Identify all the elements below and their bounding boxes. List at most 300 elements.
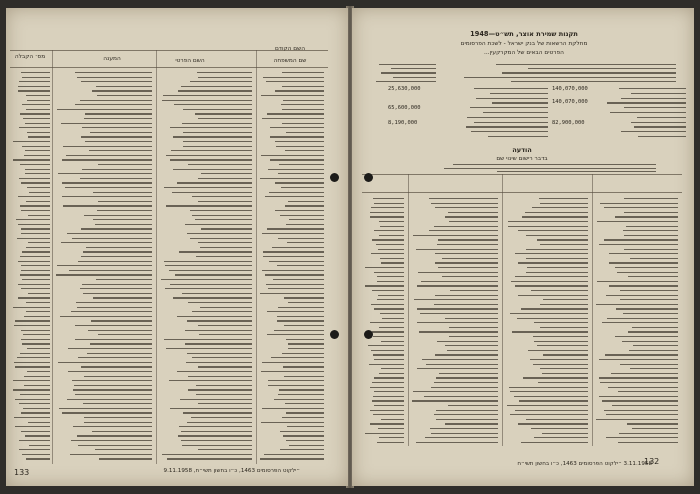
print-line [85,141,152,142]
print-line [391,68,436,69]
print-line [23,118,50,119]
print-line [442,276,498,277]
print-line [192,196,252,197]
print-line [57,265,152,266]
print-line [95,449,152,450]
print-line [13,380,50,381]
print-line [627,423,678,424]
print-line [188,164,252,165]
print-line [172,192,252,193]
print-line [434,226,498,227]
print-line [599,244,678,245]
print-line [379,235,404,236]
print-line [63,205,152,206]
print-line [80,288,152,289]
print-line [518,230,588,231]
print-line [84,118,152,119]
print-line [199,334,252,335]
print-line [372,290,404,291]
print-line [380,313,404,314]
print-line [182,123,252,124]
print-line [374,405,404,406]
print-line [78,357,152,358]
print-line [198,178,252,179]
print-line [181,440,252,441]
print-line [170,284,252,285]
print-line [198,242,252,243]
print-line [435,354,498,355]
print-line [190,238,252,239]
print-line [13,159,50,160]
print-line [196,394,252,395]
print-line [374,377,404,378]
print-line [173,297,252,298]
print-line [425,437,498,438]
print-line [166,205,252,206]
print-line [21,330,50,331]
print-line [196,256,252,257]
print-line [196,385,252,386]
print-line [612,405,678,406]
print-line [621,131,686,132]
print-line [368,345,404,346]
print-line [615,267,678,268]
print-line [609,253,678,254]
print-line [173,169,252,170]
print-line [632,428,678,429]
print-line [534,341,588,342]
right-page-number: 132 [644,457,660,466]
print-line [198,118,252,119]
print-line [434,382,498,383]
print-line [436,377,498,378]
print-line [260,178,324,179]
print-line [370,212,404,213]
print-line [63,146,152,147]
print-line [379,437,404,438]
print-line [599,359,678,360]
print-line [422,359,498,360]
print-line [167,458,252,459]
print-line [181,431,252,432]
print-line [28,293,50,294]
print-line [374,391,404,392]
print-line [370,322,404,323]
print-line [371,207,404,208]
print-line [24,385,50,386]
print-line [511,281,588,282]
print-line [608,387,678,388]
print-line [282,123,324,124]
print-line [264,454,324,455]
print-line [378,295,404,296]
print-line [435,207,498,208]
print-line [27,100,50,101]
print-line [623,230,678,231]
print-line [198,201,252,202]
print-line [508,221,588,222]
print-line [448,405,498,406]
print-line [278,173,324,174]
print-line [525,212,588,213]
print-line [417,285,498,286]
print-line [532,207,588,208]
print-line [263,251,324,252]
print-line [93,192,152,193]
print-line [77,307,152,308]
print-line [177,371,252,372]
print-line [437,341,498,342]
print-line [90,132,152,133]
print-line [73,389,152,390]
print-line [624,107,686,108]
print-line [68,371,152,372]
print-line [98,164,152,165]
print-line [543,354,588,355]
print-line [453,164,656,165]
print-line [281,104,324,105]
print-line [376,244,404,245]
print-line [164,339,252,340]
print-line [539,198,588,199]
print-line [623,313,678,314]
print-line [380,226,404,227]
print-line [602,400,678,401]
print-line [173,136,252,137]
print-line [187,353,252,354]
print-line [84,417,152,418]
print-line [371,253,404,254]
print-line [269,192,324,193]
print-line [26,201,50,202]
print-line [162,454,252,455]
print-line [633,345,678,346]
print-line [15,366,50,367]
print-line [260,293,324,294]
left-header-address: המענה [103,56,121,62]
print-line [187,422,252,423]
print-line [286,224,324,225]
print-line [83,403,152,404]
print-line [439,373,498,374]
print-line [286,440,324,441]
print-line [98,201,152,202]
print-line [412,400,498,401]
print-line [450,290,498,291]
print-line [448,212,498,213]
print-line [15,320,50,321]
print-line [261,422,324,423]
print-line [27,132,50,133]
print-line [201,173,252,174]
print-line [279,389,324,390]
print-line [28,215,50,216]
print-line [606,437,678,438]
print-line [57,109,152,110]
print-line [434,304,498,305]
print-line [267,334,324,335]
print-line [84,376,152,377]
print-line [97,210,152,211]
print-line [534,437,588,438]
print-line [169,380,252,381]
print-line [413,235,498,236]
right-amount-5: 8,190,000 [388,120,418,126]
print-line [16,219,50,220]
print-line [365,267,404,268]
print-line [278,238,324,239]
print-line [288,348,324,349]
print-line [21,228,50,229]
print-line [192,215,252,216]
print-line [372,331,404,332]
print-line [78,261,152,262]
print-line [597,221,678,222]
print-line [507,405,588,406]
print-line [381,341,404,342]
print-line [619,433,678,434]
print-line [85,113,152,114]
print-line [20,394,50,395]
punch-hole [364,173,373,182]
print-line [420,313,498,314]
print-line [92,431,152,432]
print-line [379,64,436,65]
print-line [282,72,324,73]
print-line [19,403,50,404]
print-line [14,362,50,363]
print-line [18,86,50,87]
print-line [22,104,50,105]
print-line [381,419,404,420]
print-line [531,290,588,291]
print-line [262,362,324,363]
print-line [369,364,404,365]
print-line [631,122,686,123]
print-line [179,426,252,427]
print-line [81,366,152,367]
print-line [370,410,404,411]
print-line [183,141,252,142]
print-line [18,261,50,262]
print-line [474,122,548,123]
print-line [518,295,588,296]
print-line [17,238,50,239]
print-line [624,235,678,236]
print-line [84,215,152,216]
print-line [282,353,324,354]
print-line [426,364,498,365]
print-line [279,164,324,165]
print-line [82,284,152,285]
right-subtitle2: הפרטים הבאים של המקרקעין... [484,50,564,56]
print-line [83,293,152,294]
print-line [22,146,50,147]
print-line [429,230,498,231]
print-line [67,233,152,234]
print-line [179,251,252,252]
print-line [20,113,50,114]
print-line [377,276,404,277]
print-line [22,77,50,78]
print-line [372,400,404,401]
print-line [58,362,152,363]
print-line [192,311,252,312]
print-line [379,373,404,374]
print-line [434,414,498,415]
print-line [616,308,678,309]
print-line [370,387,404,388]
print-line [476,98,548,99]
print-line [72,238,152,239]
print-line [365,433,404,434]
print-line [261,155,324,156]
print-line [620,299,678,300]
print-line [540,368,588,369]
print-line [393,77,436,78]
print-line [195,113,252,114]
print-line [604,239,678,240]
print-line [95,224,152,225]
print-line [75,72,152,73]
print-line [188,376,252,377]
print-line [596,419,678,420]
print-line [81,81,152,82]
print-line [165,288,252,289]
print-line [61,123,152,124]
print-line [77,435,152,436]
print-line [163,95,252,96]
print-line [164,187,252,188]
print-line [62,182,152,183]
print-line [183,109,252,110]
print-line [76,302,152,303]
punch-hole [364,330,373,339]
print-line [371,304,404,305]
print-line [278,394,324,395]
print-line [449,336,498,337]
print-line [431,433,498,434]
print-line [431,387,498,388]
print-line [70,454,152,455]
print-line [373,198,404,199]
print-line [466,126,548,127]
print-line [445,345,498,346]
print-line [198,366,252,367]
print-line [521,308,588,309]
print-line [187,320,252,321]
print-line [29,445,50,446]
print-line [445,216,498,217]
print-line [21,233,50,234]
print-line [599,396,678,397]
print-line [20,274,50,275]
print-line [96,86,152,87]
print-line [374,203,404,204]
print-line [277,316,324,317]
print-line [74,385,152,386]
print-line [381,368,404,369]
print-line [431,203,498,204]
print-line [80,178,152,179]
print-line [373,414,404,415]
print-line [91,320,152,321]
print-line [492,102,548,103]
print-line [260,458,324,459]
print-line [78,445,152,446]
print-line [447,350,498,351]
print-line [27,187,50,188]
print-line [430,428,498,429]
print-line [508,226,588,227]
print-line [262,233,324,234]
print-line [25,435,50,436]
print-line [470,107,548,108]
print-line [631,93,686,94]
print-line [606,414,678,415]
print-line [273,279,324,280]
left-page-number: 133 [14,468,30,477]
print-line [511,81,676,82]
print-line [624,198,678,199]
print-line [182,445,252,446]
print-line [619,88,686,89]
print-line [515,410,588,411]
print-line [467,117,548,118]
print-line [262,408,324,409]
print-line [81,256,152,257]
print-line [188,302,252,303]
print-line [83,251,152,252]
print-line [488,136,548,137]
print-line [606,295,678,296]
print-line [282,417,324,418]
print-line [14,417,50,418]
print-line [185,343,252,344]
print-line [22,251,50,252]
print-line [197,72,252,73]
print-line [424,396,498,397]
print-line [417,308,498,309]
print-line [515,276,588,277]
print-line [620,364,678,365]
print-line [278,307,324,308]
print-line [263,256,324,257]
print-line [280,431,324,432]
print-line [283,366,324,367]
print-line [418,272,498,273]
print-line [15,399,50,400]
print-line [630,368,678,369]
print-line [26,247,50,248]
print-line [13,141,50,142]
print-line [22,343,50,344]
print-line [600,203,678,204]
print-line [17,357,50,358]
print-line [178,435,252,436]
print-line [191,417,252,418]
print-line [20,256,50,257]
print-line [514,396,588,397]
print-line [510,391,588,392]
print-line [261,371,324,372]
print-line [187,233,252,234]
print-line [25,173,50,174]
print-line [270,127,324,128]
print-line [174,104,252,105]
print-line [634,126,686,127]
print-line [27,348,50,349]
